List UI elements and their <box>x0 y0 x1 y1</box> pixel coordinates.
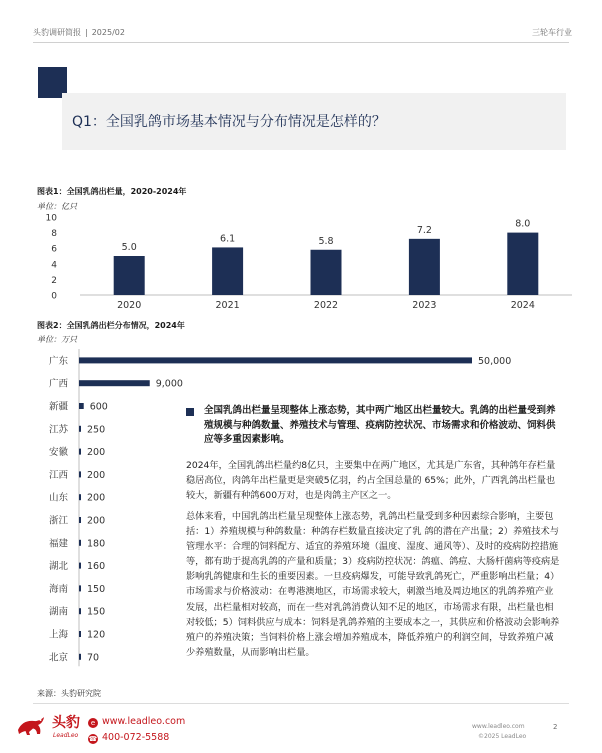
y-tick-label-5: 10 <box>45 213 57 224</box>
data-label-安徽: 200 <box>87 447 106 459</box>
data-label-湖北: 160 <box>87 561 106 573</box>
summary-bullet-icon <box>186 408 194 416</box>
phone-icon: ☎ <box>88 735 98 743</box>
bar-广西 <box>79 380 150 386</box>
data-label-福建: 180 <box>87 538 106 550</box>
footer-website-line <box>88 716 185 728</box>
bar-上海 <box>79 631 81 637</box>
x-tick-label-2021: 2021 <box>215 300 240 311</box>
footer-copyright: ©2025 LeadLeo <box>478 733 527 740</box>
summary-text: 全国乳鸽出栏量呈现整体上涨态势，其中两广地区出栏量较大。乳鸽的出栏量受到养殖规模与种鸽数量、养殖技术与管理、疫病防控状况、市场需求和价格波动、饲料供应等多重因素影响。 <box>204 405 556 445</box>
bar-北京 <box>79 654 81 660</box>
y-tick-label-2: 4 <box>51 260 57 271</box>
bar-福建 <box>79 540 81 546</box>
category-label-广西: 广西 <box>48 378 68 390</box>
category-label-安徽: 安徽 <box>48 447 68 459</box>
brand-name-en: LeadLeo <box>53 732 79 739</box>
leopard-logo-icon <box>16 714 46 738</box>
bar-安徽 <box>79 449 81 455</box>
data-label-江苏: 250 <box>87 424 106 436</box>
bar-江西 <box>79 471 81 477</box>
bar-海南 <box>79 585 81 591</box>
data-label-新疆: 600 <box>89 401 108 413</box>
data-label-2023: 7.2 <box>416 224 432 236</box>
bar-浙江 <box>79 517 81 523</box>
header-date: 2025/02 <box>91 28 125 37</box>
x-tick-label-2020: 2020 <box>117 300 142 311</box>
figure2-unit: 单位：万只 <box>37 335 77 344</box>
brand-name-cn: 头豹 <box>52 715 80 731</box>
category-label-湖北: 湖北 <box>48 561 68 573</box>
bar-湖南 <box>79 608 81 614</box>
data-label-2020: 5.0 <box>121 242 137 253</box>
section-question: Q1：全国乳鸽市场基本情况与分布情况是怎样的？ <box>72 114 386 130</box>
data-label-2024: 8.0 <box>515 218 531 230</box>
data-label-湖南: 150 <box>87 606 106 618</box>
header-publisher: 头豹调研简报 <box>33 28 81 37</box>
y-tick-label-4: 8 <box>51 229 57 240</box>
category-label-北京: 北京 <box>48 652 68 664</box>
figure1-title: 图表1：全国乳鸽出栏量，2020-2024年 <box>37 187 187 196</box>
figure1-unit: 单位：亿只 <box>37 202 77 211</box>
x-tick-label-2022: 2022 <box>313 300 339 311</box>
bar-江苏 <box>79 426 81 432</box>
category-label-江西: 江西 <box>48 469 68 481</box>
category-label-广东: 广东 <box>48 355 68 367</box>
footer-divider <box>33 703 569 704</box>
bar-新疆 <box>79 403 84 409</box>
y-tick-label-0: 0 <box>51 291 57 302</box>
category-label-福建: 福建 <box>48 538 68 550</box>
data-label-2022: 5.8 <box>318 235 334 247</box>
data-label-浙江: 200 <box>87 515 106 527</box>
page-number: 2 <box>553 723 558 731</box>
category-label-海南: 海南 <box>48 583 68 595</box>
web-icon: e <box>88 718 98 728</box>
bar-广东 <box>79 357 472 363</box>
header-industry: 三轮车行业 <box>532 28 572 37</box>
x-tick-label-2024: 2024 <box>510 300 535 311</box>
category-label-上海: 上海 <box>48 629 68 641</box>
category-label-江苏: 江苏 <box>48 424 68 436</box>
footer-website[interactable]: www.leadleo.com <box>102 716 186 727</box>
data-label-广东: 50,000 <box>478 355 512 367</box>
data-label-北京: 70 <box>87 652 100 664</box>
source-note: 来源：头豹研究院 <box>37 689 101 698</box>
data-label-2021: 6.1 <box>220 233 236 245</box>
data-label-江西: 200 <box>87 469 106 481</box>
category-label-山东: 山东 <box>48 492 68 504</box>
data-label-山东: 200 <box>87 492 106 504</box>
paragraph-factors: 总体来看，中国乳鸽出栏量呈现整体上涨态势，乳鸽出栏量受到多种因素综合影响，主要包括：1）养殖规模与种鸽数量：种鸽存栏数量直接决定了乳 鸽的潜在产出量；2）养殖技术与管理水平：合理的饲料配方、适宜的养殖环境（温度、湿度、通风等）、及时的疫病防控措施等，都有助于提高乳鸽的产量和质量；3）疫病防控状况：鸽瘟、鸽痘、大肠杆菌病等疫病是影响乳鸽健康和生长的重要因素。一旦疫病爆发，可能导致乳鸽死亡，严重影响出栏量；4）市场需求与价格波动：在粤港澳地区，市场需求较大，刺激当地及周边地区的乳鸽养殖产业发展，出栏量相对较高，而在一些对乳鸽消费认知不足的地区，市场需求有限，出栏量也相对较低；5）饲料供应与成本：饲料是乳鸽养殖的主要成本之一，其供应和价格波动会影响养殖户的养殖决策；当饲料价格上涨会增加养殖成本，降低养殖户的利润空间，导致养殖户减少养殖数量，从而影响出栏量。 <box>186 511 560 658</box>
data-label-海南: 150 <box>87 583 106 595</box>
category-label-新疆: 新疆 <box>48 401 68 413</box>
footer-phone-line <box>88 732 169 744</box>
footer-phone: 400-072-5588 <box>102 732 170 743</box>
x-tick-label-2023: 2023 <box>412 300 437 311</box>
data-label-上海: 120 <box>87 629 106 641</box>
header-separator: | <box>85 28 88 37</box>
y-tick-label-1: 2 <box>51 275 57 286</box>
footer-small-url[interactable]: www.leadleo.com <box>472 723 525 730</box>
category-label-湖南: 湖南 <box>48 606 68 618</box>
bar-湖北 <box>79 563 81 569</box>
bar-山东 <box>79 494 81 500</box>
category-label-浙江: 浙江 <box>48 515 68 527</box>
data-label-广西: 9,000 <box>155 378 183 390</box>
paragraph-overview: 2024年，全国乳鸽出栏量约8亿只，主要集中在两广地区，尤其是广东省，其种鸽年存栏量稳居高位，肉鸽年出栏量更是突破5亿羽，约占全国总量的 65%；此外，广西乳鸽出栏量也较大，新疆有种鸽600万对，也是肉鸽主产区之一。 <box>186 460 556 501</box>
figure2-title: 图表2：全国乳鸽出栏分布情况，2024年 <box>37 321 185 330</box>
y-tick-label-3: 6 <box>51 244 57 255</box>
